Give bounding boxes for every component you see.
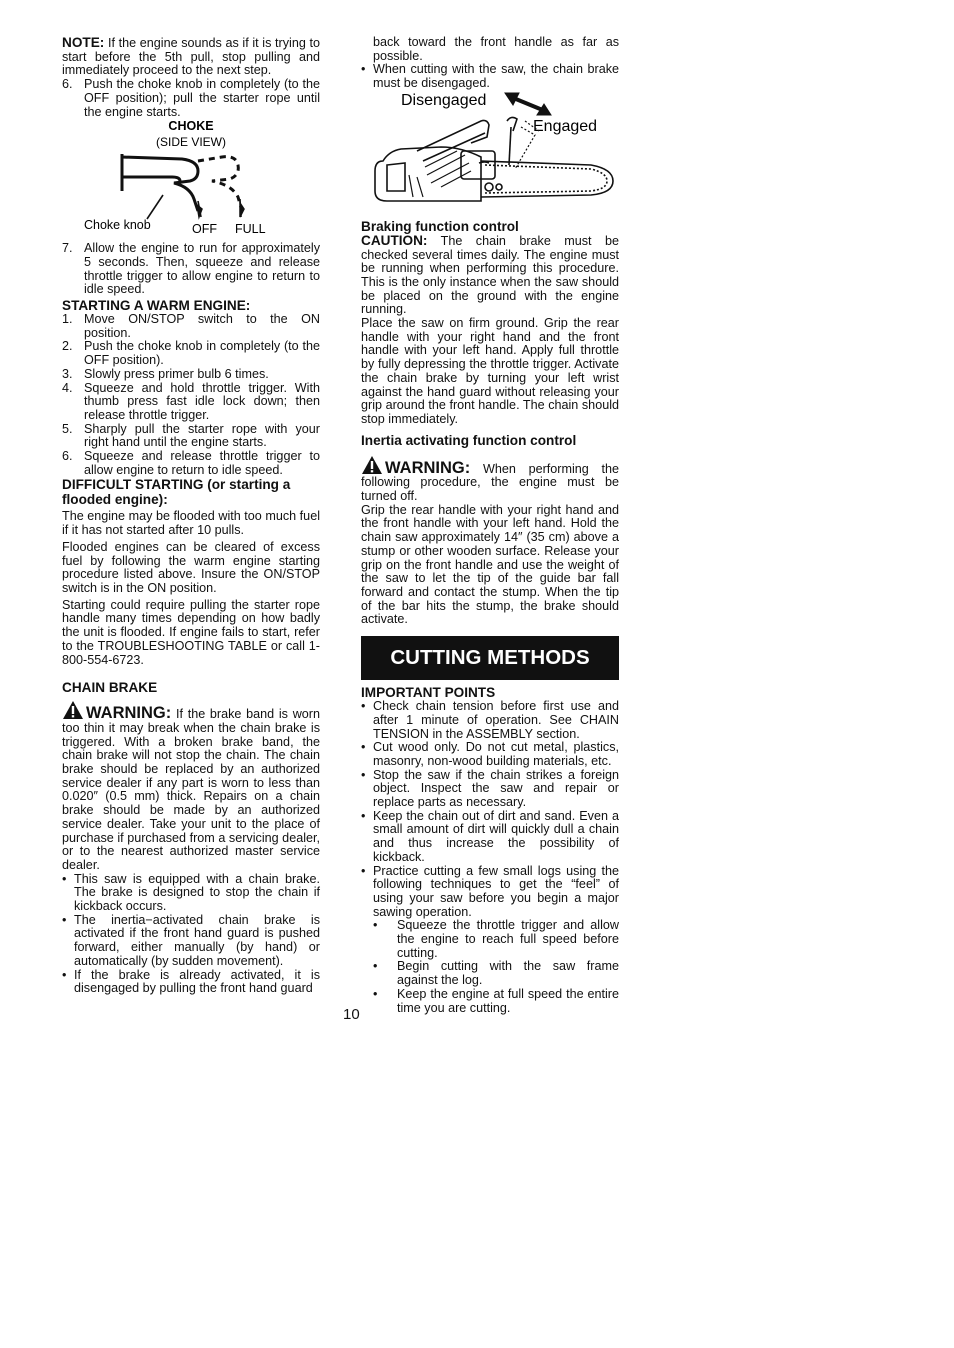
step-number: 6. bbox=[62, 77, 73, 92]
bullet-text: Keep the engine at full speed the entire time you are cutting. bbox=[397, 986, 619, 1015]
technique-sub-list bbox=[361, 919, 619, 1015]
list-item bbox=[62, 313, 320, 340]
bullet-text: When cutting with the saw, the chain brake must be disengaged. bbox=[373, 62, 619, 91]
list-item: • Check chain tension before first use and after 1 minute of operation. See CHAIN TENSION in the ASSEMBLY section. bbox=[361, 699, 619, 741]
step-number: 7. bbox=[62, 241, 73, 256]
chain-brake-bullets bbox=[62, 873, 320, 996]
list-item bbox=[62, 340, 320, 367]
warm-engine-heading: STARTING A WARM ENGINE: bbox=[62, 298, 251, 314]
choke-knob-drawing bbox=[122, 154, 198, 211]
warning-label: WARNING: bbox=[86, 704, 172, 723]
difficult-starting-heading: DIFFICULT STARTING (or starting a flooded engine): bbox=[62, 477, 291, 508]
bullet-text: The inertia−activated chain brake is activated if the front hand guard is pushed forward, either manually (by hand) or automatically (by sudden movement). bbox=[74, 912, 320, 968]
bullet-text: If the brake is already activated, it is disengaged by pulling the front hand guard bbox=[74, 967, 320, 996]
caution-label: CAUTION: bbox=[361, 232, 428, 248]
page-number: 10 bbox=[343, 1006, 360, 1023]
list-item bbox=[62, 423, 320, 450]
step-text: Push the choke knob in completely (to the OFF position); pull the starter rope until the engine starts. bbox=[84, 77, 320, 119]
list-item: • Keep the chain out of dirt and sand. Even a small amount of dirt will quickly dull a chain and thus increase the possibility of kickback. bbox=[361, 808, 619, 864]
bullet-text: Begin cutting with the saw frame against the log. bbox=[397, 959, 619, 988]
bullet-text: Squeeze the throttle trigger and allow the engine to reach full speed before cutting. bbox=[397, 918, 619, 960]
step-text: Move ON/STOP switch to the ON position. bbox=[84, 312, 320, 340]
braking-caution bbox=[361, 234, 619, 317]
step-number: 2. bbox=[62, 339, 73, 354]
choke-knob-label: Choke knob bbox=[84, 218, 151, 233]
important-points-heading: IMPORTANT POINTS bbox=[361, 685, 496, 701]
choke-figure-subtitle: (SIDE VIEW) bbox=[155, 135, 227, 150]
warning-triangle-icon bbox=[62, 700, 84, 720]
bullet-text: Check chain tension before first use and after 1 minute of operation. See CHAIN TENSION in the ASSEMBLY section. bbox=[373, 699, 619, 741]
engaged-label: Engaged bbox=[533, 117, 598, 135]
warning-text: If the brake band is worn too thin it may break when the chain brake is triggered. With a broken brake band, the chain brake will not stop the chain. The chain brake should be replaced by an authorized service dealer if any part is worn to less than 0.020″ (0.5 mm) thick. Repairs on a chain brake should be made by an authorized service dealer. Take your unit to the place of purchase if purchased from a servicing dealer, or to the nearest authorized master service dealer. bbox=[62, 707, 321, 872]
warning-triangle-icon bbox=[361, 455, 383, 475]
list-item: • Stop the saw if the chain strikes a foreign object. Inspect the saw and repair or replace parts as necessary. bbox=[361, 767, 619, 810]
list-item bbox=[62, 78, 320, 119]
chain-brake-heading: CHAIN BRAKE bbox=[62, 680, 158, 696]
list-item bbox=[62, 368, 320, 382]
list-item bbox=[62, 450, 320, 477]
bullet-text: Cut wood only. Do not cut metal, plastics, masonry, non-wood building materials, etc. bbox=[373, 740, 619, 768]
chain-brake-figure bbox=[361, 91, 619, 215]
step-text: Squeeze and release throttle trigger to allow engine to return to idle speed. bbox=[84, 449, 320, 477]
warning-text: When performing the following procedure, the engine must be turned off. bbox=[361, 461, 619, 504]
list-item: • Begin cutting with the saw frame against the log. bbox=[373, 959, 619, 988]
start-steps-list bbox=[62, 78, 320, 119]
inertia-warning bbox=[361, 455, 619, 504]
off-label: OFF bbox=[192, 222, 217, 236]
list-item bbox=[62, 382, 320, 423]
note-text: If the engine sounds as if it is trying to start before the 5th pull, stop pulling and immediately proceed to the next step. bbox=[62, 36, 321, 78]
left-column bbox=[62, 36, 320, 996]
step-number: 1. bbox=[62, 312, 73, 327]
full-label: FULL bbox=[235, 222, 266, 236]
bullet-text: Stop the saw if the chain strikes a foreign object. Inspect the saw and repair or replace parts as necessary. bbox=[373, 767, 619, 810]
step7-list bbox=[62, 242, 320, 297]
cutting-methods-banner: CUTTING METHODS bbox=[361, 636, 619, 680]
bullet-text: This saw is equipped with a chain brake. The brake is designed to stop the chain if kickback occurs. bbox=[74, 871, 320, 914]
step-number: 3. bbox=[62, 366, 73, 381]
list-item: • If the brake is already activated, it is disengaged by pulling the front hand guard bbox=[62, 967, 320, 996]
caution-text: The chain brake must be checked several times daily. The engine must be running when performing this procedure. This is the only instance when the saw should be placed on the ground with the engine running. bbox=[361, 233, 619, 317]
list-item: • This saw is equipped with a chain brake. The brake is designed to stop the chain if kickback occurs. bbox=[62, 871, 320, 914]
cut-bullet-list bbox=[361, 63, 619, 90]
warning-label: WARNING: bbox=[385, 458, 471, 477]
warm-engine-steps bbox=[62, 313, 320, 477]
step-text: Squeeze and hold throttle trigger. With thumb press fast idle lock down; then release throttle trigger. bbox=[84, 380, 320, 422]
continuation-text: back toward the front handle as far as possible. bbox=[373, 35, 619, 63]
list-item: • When cutting with the saw, the chain brake must be disengaged. bbox=[361, 62, 619, 91]
list-item: • Keep the engine at full speed the entire time you are cutting. bbox=[373, 986, 619, 1015]
list-item: • Practice cutting a few small logs using the following techniques to get the “feel” of using your saw before you begin a major sawing operation. bbox=[361, 863, 619, 919]
right-column bbox=[361, 36, 619, 1015]
list-item bbox=[62, 242, 320, 297]
list-item: • The inertia−activated chain brake is activated if the front hand guard is pushed forward, either manually (by hand) or automatically (by sudden movement). bbox=[62, 912, 320, 968]
step-number: 6. bbox=[62, 449, 73, 464]
list-item: • Squeeze the throttle trigger and allow the engine to reach full speed before cutting. bbox=[373, 918, 619, 960]
step-text: Slowly press primer bulb 6 times. bbox=[84, 366, 269, 381]
inertia-heading: Inertia activating function control bbox=[361, 432, 577, 448]
double-arrow-icon bbox=[505, 93, 551, 115]
step-number: 5. bbox=[62, 421, 73, 436]
difficult-p1: The engine may be flooded with too much fuel if it has not started after 10 pulls. bbox=[62, 509, 320, 538]
note-paragraph bbox=[62, 36, 320, 78]
choke-figure bbox=[62, 119, 320, 235]
important-points-list bbox=[361, 700, 619, 919]
step-text: Sharply pull the starter rope with your right hand until the engine starts. bbox=[84, 421, 320, 450]
braking-p2: Place the saw on firm ground. Grip the rear handle with your right hand and the front handle with your left hand. Apply full throttle by fully depressing the throttle trigger. Activate the chain brake by turning your left wrist against the hand guard without releasing your grip around the front handle. The chain should stop immediately. bbox=[361, 316, 619, 426]
bullet-text: Practice cutting a few small logs using the following techniques to get the “feel” of using your saw before you begin a major sawing operation. bbox=[373, 863, 619, 919]
knob-pointer-line bbox=[147, 195, 163, 219]
disengaged-label: Disengaged bbox=[401, 91, 487, 109]
difficult-p2: Flooded engines can be cleared of excess fuel by following the warm engine starting procedure listed above. Insure the ON/STOP switch is in the ON position. bbox=[62, 539, 320, 595]
choke-figure-title: CHOKE bbox=[168, 119, 214, 134]
note-label: NOTE: bbox=[62, 35, 105, 50]
step-number: 4. bbox=[62, 380, 73, 395]
step-text: Allow the engine to run for approximately 5 seconds. Then, squeeze and release throttle trigger to allow engine to return to idle speed. bbox=[84, 241, 320, 297]
step-text: Push the choke knob in completely (to the OFF position). bbox=[84, 339, 320, 368]
bullet-text: Keep the chain out of dirt and sand. Even a small amount of dirt will quickly dull a chain and thus increase the possibility of kickback. bbox=[373, 808, 619, 864]
chain-brake-warning bbox=[62, 700, 320, 872]
inertia-p2: Grip the rear handle with your right hand and the front handle with your left hand. Hold the chain saw approximately 14″ (35 cm) above a stump or other wooden surface. Release your grip on the front handle and use the weight of the saw to let the tip of the guide bar fall forward and contact the stump. When the tip of the bar hits the stump, the brake should activate. bbox=[361, 502, 619, 627]
braking-heading: Braking function control bbox=[361, 218, 519, 234]
list-item: • Cut wood only. Do not cut metal, plastics, masonry, non-wood building materials, etc. bbox=[361, 740, 619, 768]
choke-knob-dashed bbox=[198, 157, 242, 211]
difficult-p3: Starting could require pulling the starter rope handle many times depending on how badly the unit is flooded. If engine fails to start, refer to the TROUBLESHOOTING TABLE or call 1-800-554-6723. bbox=[62, 597, 320, 667]
